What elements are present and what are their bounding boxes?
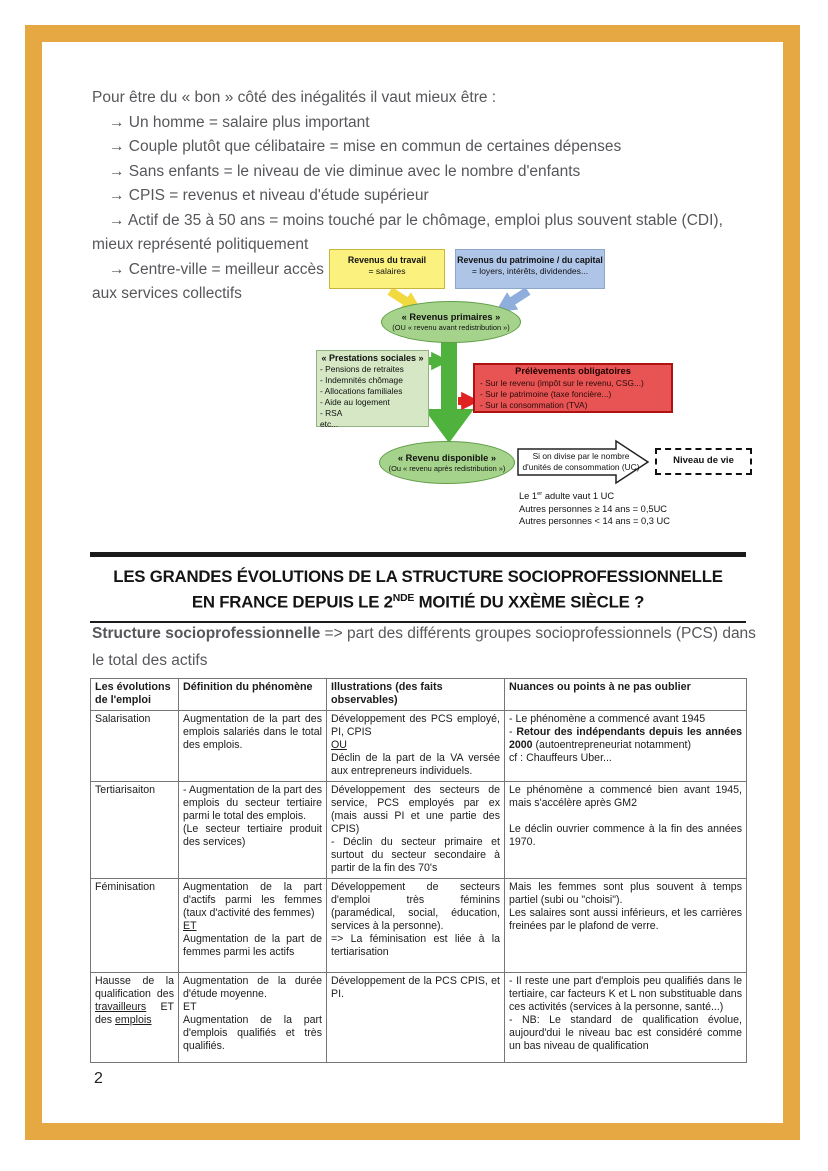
- table-cell-line: [331, 881, 500, 933]
- prelevements-item: - Sur le revenu (impôt sur le revenu, CSG...): [480, 377, 644, 388]
- table-text-segment: (autoentrepreneuriat notamment): [532, 739, 691, 751]
- table-text-segment: -: [509, 726, 517, 738]
- prestations-item: etc...: [320, 419, 339, 429]
- table-text-segment: cf : Chauffeurs Uber...: [509, 752, 612, 764]
- table-cell-line: [509, 713, 742, 726]
- revenus-travail-sub: = salaires: [368, 266, 406, 276]
- uc-division-line1: Si on divise par le nombre: [532, 451, 630, 461]
- prelevements-title: Prélèvements obligatoires: [515, 366, 631, 376]
- section-title-line1: LES GRANDES ÉVOLUTIONS DE LA STRUCTURE SOCIOPROFESSIONNELLE: [113, 567, 723, 586]
- table-text-segment: Hausse de la qualification des: [95, 975, 174, 1000]
- table-text-segment: Tertiarisaiton: [95, 784, 156, 796]
- prestations-title: « Prestations sociales »: [321, 353, 424, 363]
- table-cell-line: [183, 784, 322, 823]
- revenus-travail-title: Revenus du travail: [347, 255, 427, 265]
- table-cell-line: [183, 975, 322, 1001]
- table-cell: [505, 711, 747, 782]
- table-text-segment: Augmentation de la part d'actifs parmi les femmes (taux d'activité des femmes): [183, 881, 322, 919]
- uc-note-line3: Autres personnes < 14 ans = 0,3 UC: [519, 516, 670, 527]
- table-text-segment: ET des: [95, 1001, 174, 1026]
- table-cell: [327, 782, 505, 879]
- table-text-segment: Salarisation: [95, 713, 151, 725]
- table-cell: [91, 973, 179, 1063]
- table-cell-line: [509, 881, 742, 907]
- prelevements-obligatoires-box: [473, 363, 673, 413]
- table-text-segment: Augmentation de la part d'emplois qualifiés et très qualifiés.: [183, 1014, 322, 1052]
- table-cell-line: [509, 1014, 742, 1053]
- table-row: [91, 879, 747, 973]
- table-text-segment: - Augmentation de la part des emplois du secteur tertiaire parmi le total des emplois.: [183, 784, 322, 822]
- table-cell-line: [183, 823, 322, 849]
- table-text-segment: Féminisation: [95, 881, 156, 893]
- table-header-row: [91, 679, 747, 711]
- table-cell: [179, 879, 327, 973]
- revenu-disponible-ellipse: [379, 441, 515, 484]
- table-cell: [505, 879, 747, 973]
- table-text-segment: ET: [183, 920, 197, 932]
- uc-note-line1-sup: er: [537, 491, 543, 497]
- evolutions-table: [90, 678, 747, 1063]
- table-text-segment: => La féminisation est liée à la tertiarisation: [331, 933, 500, 958]
- table-header-definition: Définition du phénomène: [179, 679, 327, 711]
- table-text-segment: emplois: [115, 1014, 152, 1026]
- intro-item: → Centre-ville = meilleur accès aux services collectifs: [92, 260, 324, 302]
- table-cell-line: [331, 975, 500, 1001]
- table-text-segment: Déclin de la part de la VA versée aux entrepreneurs individuels.: [331, 752, 500, 777]
- revenus-patrimoine-title: Revenus du patrimoine / du capital: [457, 255, 603, 265]
- prelevements-item: - Sur le patrimoine (taxe foncière...): [480, 388, 612, 399]
- section-title-line2-post: MOITIÉ DU XXÈME SIÈCLE ?: [414, 592, 645, 612]
- table-cell-line: [509, 823, 742, 849]
- table-cell-line: [183, 920, 322, 933]
- prestations-sociales-box: [316, 350, 429, 427]
- table-cell-line: [95, 784, 174, 797]
- prestations-item: - RSA: [320, 408, 343, 418]
- table-text-segment: Retour des indépendants depuis les années 2000: [509, 726, 742, 751]
- table-text-segment: Les salaires sont aussi inférieurs, et les carrières freinées par le plafond de verre.: [509, 907, 742, 932]
- table-cell: [327, 711, 505, 782]
- table-text-segment: Augmentation de la part de femmes parmi les actifs: [183, 933, 322, 958]
- prelevements-item: - Sur la consommation (TVA): [480, 399, 588, 410]
- section-title-line2-pre: EN FRANCE DEPUIS LE 2: [191, 592, 393, 612]
- uc-note-line1-pre: Le 1: [519, 491, 538, 502]
- table-cell-line: [183, 881, 322, 920]
- uc-division-line2: d'unités de consommation (UC): [522, 461, 640, 472]
- table-cell: [327, 879, 505, 973]
- table-cell-line: [95, 881, 174, 894]
- table-text-segment: Développement de secteurs d'emploi très féminins (paramédical, social, éducation, services à la personne).: [331, 881, 500, 932]
- revenus-patrimoine-box: [455, 249, 605, 289]
- intro-item: → Couple plutôt que célibataire = mise en commun de certaines dépenses: [109, 138, 622, 155]
- table-text-segment: Développement des secteurs de service, PCS employés par ex (mais aussi PI et une partie des CPIS): [331, 784, 500, 835]
- intro-item: → Sans enfants = le niveau de vie diminue avec le nombre d'enfants: [109, 162, 581, 180]
- table-cell-line: [95, 975, 174, 1027]
- uc-notes: [519, 488, 670, 528]
- table-cell-line: [331, 933, 500, 959]
- table-text-segment: Augmentation de la part des emplois salariés dans le total des emplois.: [183, 713, 322, 751]
- table-text-segment: Le déclin ouvrier commence à la fin des années 1970.: [509, 823, 742, 848]
- table-cell: [179, 711, 327, 782]
- intro-item: → Actif de 35 à 50 ans = moins touché par le chômage, emploi plus souvent stable (CDI), mieux représenté politiquement: [92, 211, 723, 253]
- table-cell-line: [509, 975, 742, 1014]
- revenus-primaires-ellipse: [381, 301, 521, 343]
- table-cell-line: [183, 713, 322, 752]
- table-row: [91, 782, 747, 879]
- arrow-travail-to-primaires: [390, 291, 407, 302]
- title-top-rule: [90, 552, 746, 557]
- prestations-item: - Indemnités chômage: [320, 375, 403, 385]
- arrow-patrimoine-to-primaires: [511, 291, 528, 302]
- income-redistribution-diagram: [315, 245, 757, 530]
- revenu-disponible-title: « Revenu disponible »: [397, 452, 497, 463]
- table-cell: [179, 782, 327, 879]
- table-text-segment: ET: [183, 1001, 197, 1013]
- prestations-item: - Aide au logement: [320, 397, 390, 407]
- prestations-item: - Allocations familiales: [320, 386, 403, 396]
- table-cell-line: [509, 726, 742, 752]
- table-cell-line: [183, 1001, 322, 1014]
- table-cell: [505, 782, 747, 879]
- table-text-segment: - Le phénomène a commencé avant 1945: [509, 713, 706, 725]
- table-text-segment: Développement de la PCS CPIS, et PI.: [331, 975, 500, 1000]
- table-cell-line: [331, 752, 500, 778]
- table-cell-line: [509, 752, 742, 765]
- table-cell-line: [331, 836, 500, 875]
- uc-note-line1: [519, 488, 670, 503]
- table-text-segment: - Déclin du secteur primaire et surtout du secteur secondaire à partir de la fin des 70's: [331, 836, 500, 874]
- table-cell: [327, 973, 505, 1063]
- arrow-primaires-to-disponible-head: [424, 409, 474, 443]
- definition-paragraph: [92, 620, 764, 674]
- section-title-line2-sup: NDE: [392, 592, 415, 604]
- definition-term: Structure socioprofessionnelle: [92, 625, 321, 642]
- intro-lead: Pour être du « bon » côté des inégalités il vaut mieux être :: [92, 89, 497, 106]
- table-text-segment: (Le secteur tertiaire produit des services): [183, 823, 322, 848]
- table-cell: [179, 973, 327, 1063]
- page-number: 2: [94, 1070, 103, 1087]
- table-header-evolutions: Les évolutions de l'emploi: [91, 679, 179, 711]
- table-cell-line: [509, 784, 742, 810]
- table-cell: [91, 879, 179, 973]
- table-text-segment: Augmentation de la durée d'étude moyenne.: [183, 975, 322, 1000]
- table-text-segment: travailleurs: [95, 1001, 147, 1013]
- table-cell-line: [183, 1014, 322, 1053]
- table-text-segment: - Il reste une part d'emplois peu qualifiés dans le tertiaire, car facteurs K et L non substituable dans ces activités (services à la personne, santé...): [509, 975, 742, 1013]
- revenus-primaires-title: « Revenus primaires »: [401, 312, 501, 322]
- table-cell: [91, 782, 179, 879]
- table-cell-line: [183, 933, 322, 959]
- table-cell: [91, 711, 179, 782]
- section-title: [90, 566, 746, 613]
- table-cell-line: [509, 810, 742, 823]
- revenus-travail-box: [329, 249, 445, 289]
- revenus-patrimoine-sub: = loyers, intérêts, dividendes...: [471, 266, 589, 276]
- uc-division-arrow-label: [517, 451, 645, 472]
- section-title-block: [90, 552, 746, 623]
- prestations-item: - Pensions de retraites: [320, 364, 404, 374]
- intro-item: → CPIS = revenus et niveau d'étude supérieur: [109, 187, 429, 204]
- table-header-illustrations: Illustrations (des faits observables): [327, 679, 505, 711]
- table-row: [91, 711, 747, 782]
- table-cell-line: [509, 907, 742, 933]
- revenu-disponible-sub: (Ou « revenu après redistribution »): [388, 463, 506, 473]
- table-header-nuances: Nuances ou points à ne pas oublier: [505, 679, 747, 711]
- table-cell-line: [331, 739, 500, 752]
- revenus-primaires-sub: (OU « revenu avant redistribution »): [392, 323, 510, 332]
- table-cell-line: [331, 713, 500, 739]
- table-text-segment: - NB: Le standard de qualification évolue, aujourd'dui le niveau bac est considéré comme un bas niveau de qualification: [509, 1014, 742, 1052]
- uc-note-line2: Autres personnes ≥ 14 ans = 0,5UC: [519, 503, 667, 514]
- uc-note-line1-post: adulte vaut 1 UC: [542, 491, 615, 502]
- table-text-segment: Développement des PCS employé, PI, CPIS: [331, 713, 500, 738]
- table-cell-line: [331, 784, 500, 836]
- table-cell: [505, 973, 747, 1063]
- table-row: [91, 973, 747, 1063]
- table-text-segment: OU: [331, 739, 347, 751]
- table-text-segment: Mais les femmes sont plus souvent à temps partiel (subi ou "choisi").: [509, 881, 742, 906]
- intro-item: → Un homme = salaire plus important: [109, 113, 370, 131]
- niveau-de-vie-box: Niveau de vie: [655, 448, 752, 475]
- table-cell-line: [95, 713, 174, 726]
- table-text-segment: Le phénomène a commencé bien avant 1945, mais s'accélère après GM2: [509, 784, 742, 809]
- definition-rest: => part des différents groupes socioprofessionnels (PCS) dans le total des actifs: [92, 625, 756, 669]
